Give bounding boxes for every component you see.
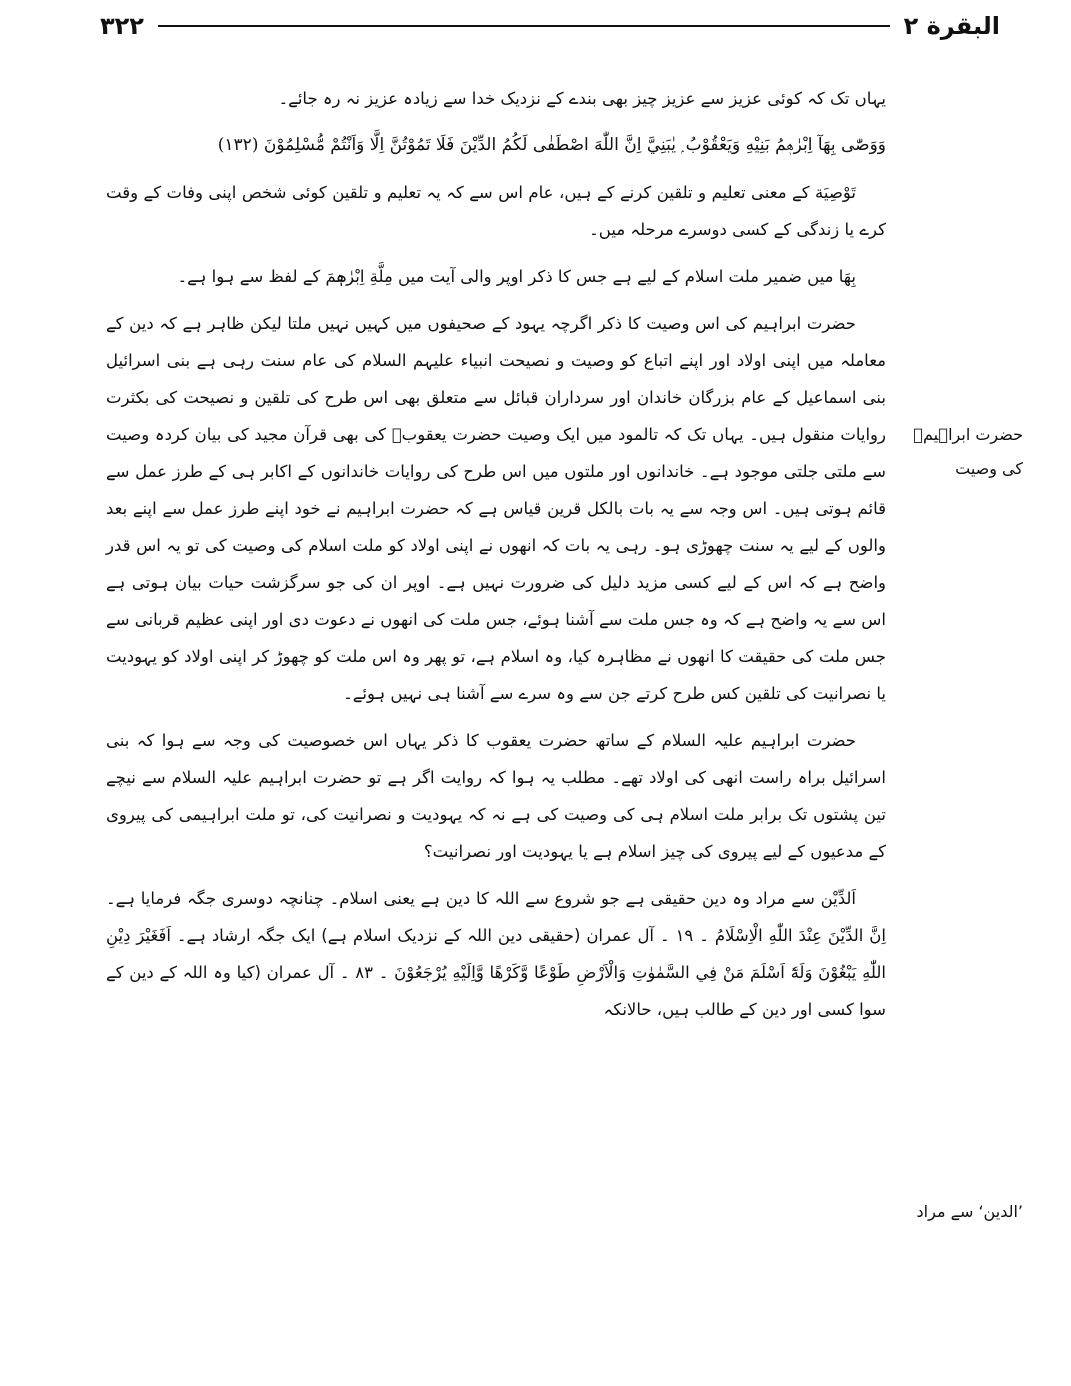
paragraph-al-deen: اَلدِّيْن سے مراد وہ دین حقیقی ہے جو شروع سے اللہ کا دین ہے یعنی اسلام۔ چنانچہ دوسری جگہ فرمایا ہے۔ اِنَّ الدِّيْنَ عِنْدَ اللّٰهِ الْاِسْلَامُ ۔ ١٩ ۔ آل عمران (حقیقی دین اللہ کے نزدیک اسلام ہے) ایک جگہ ارشاد ہے۔ اَفَغَيْرَ دِيْنِ اللّٰهِ يَبْغُوْنَ وَلَهٗٓ اَسْلَمَ مَنْ فِي السَّمٰوٰتِ وَالْاَرْضِ طَوْعًا وَّكَرْهًا وَّاِلَيْهِ يُرْجَعُوْنَ ۔ ٨٣ ۔ آل عمران (کیا وہ اللہ کے دین کے سوا کسی اور دین کے طالب ہیں، حالانکہ (106, 889, 886, 1019)
paragraph-yaqub: حضرت ابراہیم علیہ السلام کے ساتھ حضرت یعقوب کا ذکر یہاں اس خصوصیت کی وجہ سے ہوا کہ بنی اسرائیل براہ راست انھی کی اولاد تھے۔ مطلب یہ ہوا کہ روایت اگر ہے تو حضرت ابراہیم علیہ السلام سے نیچے تین پشتوں تک برابر ملت اسلام ہی کی وصیت کی ہے نہ کہ یہودیت و نصرانیت کی، تو ملت ابراہیمی کی پیروی کے مدعیوں کے لیے پیروی کی چیز اسلام ہے یا یہودیت اور نصرانیت؟ (106, 731, 886, 861)
header-rule (158, 25, 890, 27)
margin-note-al-deen: ’الدین‘ سے مراد (916, 1202, 1023, 1221)
margin-note-ibrahim-will: حضرت ابراہیمؑ کی وصیت (913, 425, 1023, 478)
page-number: ٣٢٢ (100, 12, 144, 40)
page-header (100, 6, 1000, 46)
paragraph-biha: بِهَا میں ضمیر ملت اسلام کے لیے ہے جس کا ذکر اوپر والی آیت میں مِلَّةِ اِبْرٰهٖمَ کے لفظ سے ہوا ہے۔ (177, 267, 856, 286)
paragraph-ibrahim-will: حضرت ابراہیم کی اس وصیت کا ذکر اگرچہ یہود کے صحیفوں میں کہیں نہیں ملتا لیکن ظاہر ہے کہ دین کے معاملہ میں اپنی اولاد اور اپنے اتباع کو وصیت و نصیحت انبیاء علیہم السلام کی عام سنت رہی ہے بنی اسرائیل بنی اسماعیل کے عام بزرگان خاندان اور سرداران قبائل سے متعلق بھی اس طرح کی تلقین و نصیحت کی بکثرت روایات منقول ہیں۔ یہاں تک کہ تالمود میں ایک وصیت حضرت یعقوبؑ کی بھی قرآن مجید کی بیان کردہ وصیت سے ملتی جلتی موجود ہے۔ خاندانوں اور ملتوں میں اس طرح کی روایات خاندانوں کے اکابر ہی کے طرز عمل سے قائم ہوتی ہیں۔ اس وجہ سے یہ بات بالکل قرین قیاس ہے کہ حضرت ابراہیم نے خود اپنے طرز عمل سے اپنے بعد والوں کے لیے یہ سنت چھوڑی ہو۔ رہی یہ بات کہ انھوں نے اپنی اولاد کو ملت اسلام کی وصیت کی تو یہ اس قدر واضح ہے کہ اس کے لیے کسی مزید دلیل کی ضرورت نہیں ہے۔ اوپر ان کی جو سرگزشت حیات بیان ہوتی ہے اس سے یہ واضح ہے کہ وہ جس ملت سے آشنا ہوئے، جس ملت کی انھوں نے دعوت دی اور اپنی عظیم قربانی سے جس ملت کی حقیقت کا انھوں نے مظاہرہ کیا، وہ اسلام ہے، تو پھر وہ اس ملت کو چھوڑ کر اپنی اولاد کو یہودیت یا نصرانیت کی تلقین کس طرح کرتے جن سے وہ سرے سے آشنا ہی نہیں ہوئے۔ (106, 314, 886, 703)
paragraph-intro: یہاں تک کہ کوئی عزیز سے عزیز چیز بھی بندے کے نزدیک خدا سے زیادہ عزیز نہ رہ جائے۔ (278, 89, 886, 108)
paragraph-tawsiya: تَوْصِيَة کے معنی تعلیم و تلقین کرنے کے ہیں، عام اس سے کہ یہ تعلیم و تلقین کوئی شخص اپنی وفات کے وقت کرے یا زندگی کے کسی دوسرے مرحلہ میں۔ (106, 183, 886, 239)
page-body (106, 80, 886, 1038)
quran-verse: وَوَصّٰى بِهَآ اِبْرٰهٖمُ بَنِيْهِ وَيَعْقُوْبُ ۭ يٰبَنِيَّ اِنَّ اللّٰهَ اصْطَفٰى لَكُمُ الدِّيْنَ فَلَا تَمُوْتُنَّ اِلَّا وَاَنْتُمْ مُّسْلِمُوْنَ ‎(١٣٢) (217, 135, 886, 155)
surah-title: البقرة ٢ (903, 12, 1000, 40)
